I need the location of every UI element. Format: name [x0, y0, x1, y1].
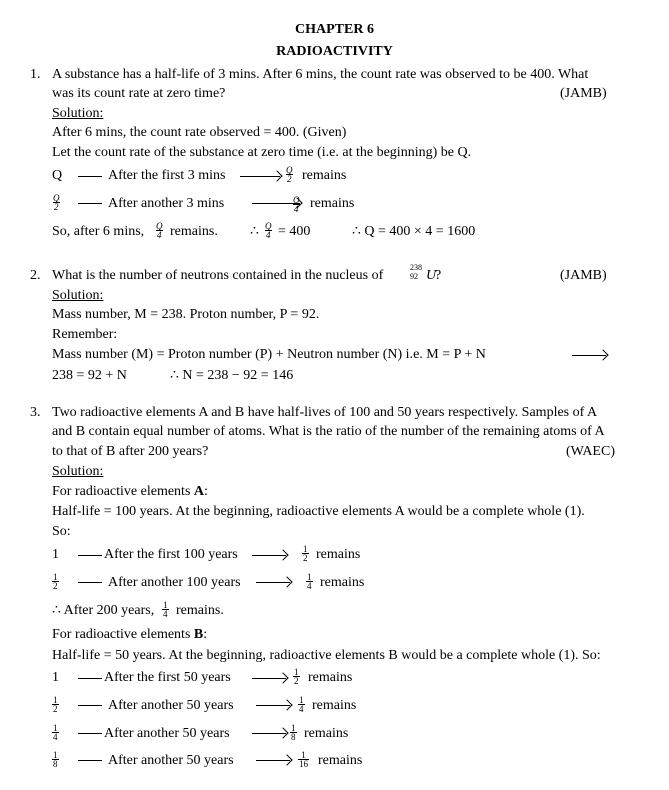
q3-a-row1-start: 1	[52, 547, 59, 562]
q1-answer: ∴ Q = 400 × 4 = 1600	[352, 224, 476, 239]
q1-text-line1: A substance has a half-life of 3 mins. After 6 mins, the count rate was observed to be 400. What	[52, 67, 589, 82]
q2-arrow-icon	[572, 355, 606, 356]
q2-formula: Mass number (M) = Proton number (P) + Neutron number (N) i.e. M = P + N	[52, 347, 486, 362]
q3-b-row1-fraction: $\frac{1}{2}$	[294, 667, 299, 686]
q3-a-row2-arrow-icon	[256, 582, 290, 583]
q3-half-life-b: Half-life = 50 years. At the beginning, radioactive elements B would be a complete whole (1). So:	[52, 648, 601, 663]
q3-b-row3-remains: remains	[304, 726, 349, 741]
q3-source: (WAEC)	[566, 444, 615, 459]
q1-solution-label: Solution:	[52, 106, 104, 121]
q3-a-row1-step: After the first 100 years	[104, 547, 238, 562]
q3-a-row1-fraction: $\frac{1}{2}$	[303, 544, 308, 563]
q1-row1-fraction: $\frac{Q}{2}$	[286, 165, 293, 184]
page-title: RADIOACTIVITY	[276, 44, 393, 59]
q3-a-row1-arrow-icon	[252, 555, 286, 556]
q3-a-row2-start-fraction: $\frac{1}{2}$	[53, 572, 58, 591]
q3-element-a-heading: For radioactive elements A:	[52, 484, 208, 499]
q3-text-line2: and B contain equal number of atoms. What is the ratio of the number of the remaining atoms of A	[52, 424, 605, 439]
q3-b-row3-dash	[78, 733, 102, 734]
q3-a-conclusion-remains: remains.	[176, 603, 224, 618]
q2-text: What is the number of neutrons contained in the nucleus of	[52, 268, 384, 283]
q1-row2-step: After another 3 mins	[108, 196, 225, 211]
q3-b-row3-arrow-icon	[252, 733, 286, 734]
q3-a-row2-step: After another 100 years	[108, 575, 241, 590]
q3-b-row3-start-fraction: $\frac{1}{4}$	[53, 723, 58, 742]
q1-row2-dash	[78, 203, 102, 204]
q3-a-conclusion: ∴ After 200 years,	[52, 603, 155, 618]
q1-row3-text: So, after 6 mins,	[52, 224, 145, 239]
q3-b-row3-step: After another 50 years	[104, 726, 230, 741]
q2-remember: Remember:	[52, 327, 118, 342]
q1-row1-step: After the first 3 mins	[108, 168, 226, 183]
q3-b-row1-remains: remains	[308, 670, 353, 685]
q3-b-row1-arrow-icon	[252, 678, 286, 679]
q3-b-row2-remains: remains	[312, 698, 357, 713]
q3-half-life-a: Half-life = 100 years. At the beginning, radioactive elements A would be a complete whole (1).	[52, 504, 585, 519]
q1-row3-eq: = 400	[278, 224, 311, 239]
q3-b-row4-remains: remains	[318, 753, 363, 768]
q3-text-line1: Two radioactive elements A and B have half-lives of 100 and 50 years respectively. Samples of A	[52, 405, 598, 420]
q1-step-let: Let the count rate of the substance at zero time (i.e. at the beginning) be Q.	[52, 145, 472, 160]
therefore-icon: ∴	[250, 224, 259, 239]
q3-b-row1-step: After the first 50 years	[104, 670, 231, 685]
q1-row2-remains: remains	[310, 196, 355, 211]
q2-answer: ∴ N = 238 − 92 = 146	[170, 368, 294, 383]
q1-text-line2: was its count rate at zero time?	[52, 86, 226, 101]
q3-b-row2-fraction: $\frac{1}{4}$	[299, 695, 304, 714]
chapter-heading: CHAPTER 6	[295, 22, 374, 37]
q2-equation: 238 = 92 + N	[52, 368, 127, 383]
q3-b-row4-dash	[78, 760, 102, 761]
q3-so: So:	[52, 524, 71, 539]
q2-number: 2.	[30, 268, 41, 283]
q3-a-conclusion-fraction: $\frac{1}{4}$	[163, 600, 168, 619]
q1-row3-fraction: $\frac{Q}{4}$	[156, 221, 163, 240]
q3-text-line3: to that of B after 200 years?	[52, 444, 209, 459]
q1-row1-remains: remains	[302, 168, 347, 183]
q2-nuclide: 238 92 U ?	[410, 263, 442, 283]
q2-step-given: Mass number, M = 238. Proton number, P = 92.	[52, 307, 320, 322]
q3-b-row2-arrow-icon	[256, 705, 290, 706]
q1-row2-start-fraction: $\frac{Q}{2}$	[53, 193, 60, 212]
q2-solution-label: Solution:	[52, 288, 104, 303]
q3-a-row2-fraction: $\frac{1}{4}$	[307, 572, 312, 591]
q3-solution-label: Solution:	[52, 464, 104, 479]
q1-row2-fraction: $\frac{Q}{4}$	[293, 195, 300, 214]
q3-b-row2-dash	[78, 705, 102, 706]
q2-source: (JAMB)	[560, 268, 607, 283]
q3-b-row1-start: 1	[52, 670, 59, 685]
q1-number: 1.	[30, 67, 41, 82]
q1-row1-arrow-icon	[240, 176, 280, 177]
q3-a-row1-dash	[78, 555, 102, 556]
q3-b-row2-start-fraction: $\frac{1}{2}$	[53, 695, 58, 714]
q1-row3-remains: remains.	[170, 224, 218, 239]
q1-source: (JAMB)	[560, 86, 607, 101]
q1-row1-dash	[78, 176, 102, 177]
q3-element-b-heading: For radioactive elements B:	[52, 627, 208, 642]
q3-a-row1-remains: remains	[316, 547, 361, 562]
q3-b-row4-arrow-icon	[256, 760, 290, 761]
q3-b-row2-step: After another 50 years	[108, 698, 234, 713]
q3-a-row2-dash	[78, 582, 102, 583]
q1-step-given: After 6 mins, the count rate observed = 400. (Given)	[52, 125, 347, 140]
q3-b-row3-fraction: $\frac{1}{8}$	[291, 723, 296, 742]
q3-b-row4-step: After another 50 years	[108, 753, 234, 768]
q3-b-row4-start-fraction: $\frac{1}{8}$	[53, 750, 58, 769]
q3-a-row2-remains: remains	[320, 575, 365, 590]
q3-b-row4-fraction: $\frac{1}{16}$	[299, 750, 308, 769]
q3-number: 3.	[30, 405, 41, 420]
q1-row3-eq-fraction: $\frac{Q}{4}$	[265, 221, 272, 240]
q1-row1-start: Q	[52, 168, 63, 183]
q3-b-row1-dash	[78, 678, 102, 679]
